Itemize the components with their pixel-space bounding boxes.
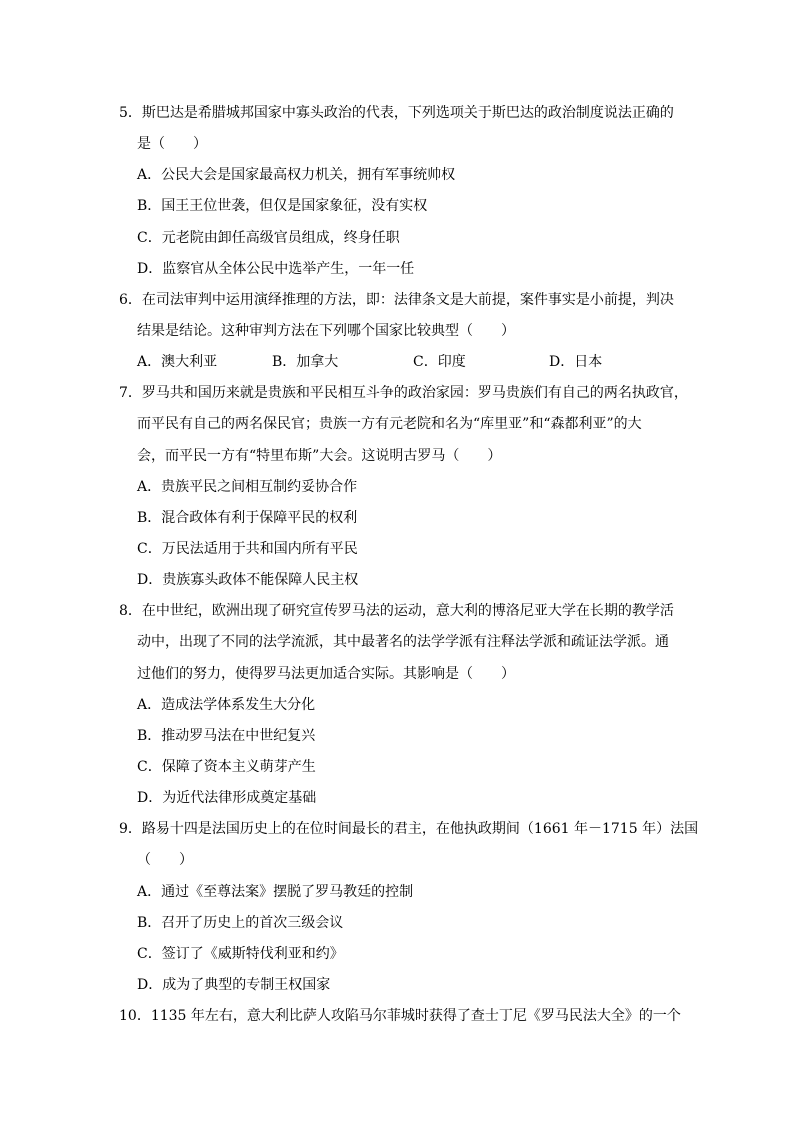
question-7-option-b: B．混合政体有利于保障平民的权利 [137, 510, 358, 526]
question-6-stem-line-2: 结果是结论。这种审判方法在下列哪个国家比较典型（ ） [137, 323, 515, 339]
question-7-stem-line-3: 会，而平民一方有“特里布斯”大会。这说明古罗马（ ） [137, 448, 502, 464]
question-8-option-d: D．为近代法律形成奠定基础 [137, 790, 317, 806]
question-5-option-d: D．监察官从全体公民中选举产生，一年一任 [137, 261, 415, 277]
question-5-option-b: B．国王王位世袭，但仅是国家象征，没有实权 [137, 198, 428, 214]
question-6-option-c: C．印度 [413, 354, 466, 370]
question-9-option-c: C．签订了《威斯特伐利亚和约》 [137, 946, 344, 962]
question-7-stem-line-1: 7．罗马共和国历来就是贵族和平民相互斗争的政治家园：罗马贵族们有自己的两名执政官， [119, 385, 688, 401]
question-7-option-a: A．贵族平民之间相互制约妥协合作 [137, 479, 358, 495]
question-9-stem-line-2: （ ） [137, 852, 193, 868]
question-5-stem-line-2: 是（ ） [137, 136, 207, 152]
question-5-option-a: A．公民大会是国家最高权力机关，拥有军事统帅权 [137, 167, 456, 183]
question-7-stem-line-2: 而平民有自己的两名保民官；贵族一方有元老院和名为“库里亚”和“森都利亚”的大 [137, 416, 642, 432]
question-5-option-c: C．元老院由卸任高级官员组成，终身任职 [137, 230, 400, 246]
question-9-option-a: A．通过《至尊法案》摆脱了罗马教廷的控制 [137, 884, 414, 900]
question-7-option-c: C．万民法适用于共和国内所有平民 [137, 541, 358, 557]
question-6-stem-line-1: 6．在司法审判中运用演绎推理的方法，即：法律条文是大前提，案件事实是小前提，判决 [119, 292, 674, 308]
question-6-option-d: D．日本 [549, 354, 603, 370]
question-7-option-d: D．贵族寡头政体不能保障人民主权 [137, 572, 359, 588]
question-8-stem-line-1: 8．在中世纪，欧洲出现了研究宣传罗马法的运动，意大利的博洛尼亚大学在长期的教学活 [119, 603, 674, 619]
question-5-stem-line-1: 5．斯巴达是希腊城邦国家中寡头政治的代表，下列选项关于斯巴达的政治制度说法正确的 [119, 105, 674, 121]
question-8-stem-line-2: 动中，出现了不同的法学流派，其中最著名的法学学派有注释法学派和疏证法学派。通 [137, 634, 669, 650]
question-8-stem-line-3: 过他们的努力，使得罗马法更加适合实际。其影响是（ ） [137, 666, 515, 682]
question-9-option-b: B．召开了历史上的首次三级会议 [137, 915, 344, 931]
question-8-option-a: A．造成法学体系发生大分化 [137, 697, 316, 713]
question-6-option-a: A．澳大利亚 [137, 354, 218, 370]
question-8-option-c: C．保障了资本主义萌芽产生 [137, 759, 316, 775]
question-8-option-b: B．推动罗马法在中世纪复兴 [137, 728, 316, 744]
question-9-stem-line-1: 9．路易十四是法国历史上的在位时间最长的君主，在他执政期间（1661 年－1715 年）法国 [119, 821, 699, 837]
question-10-stem-line-1: 10．1135 年左右，意大利比萨人攻陷马尔菲城时获得了查士丁尼《罗马民法大全》的一个 [119, 1008, 681, 1024]
question-9-option-d: D．成为了典型的专制王权国家 [137, 977, 331, 993]
question-6-option-b: B．加拿大 [272, 354, 339, 370]
